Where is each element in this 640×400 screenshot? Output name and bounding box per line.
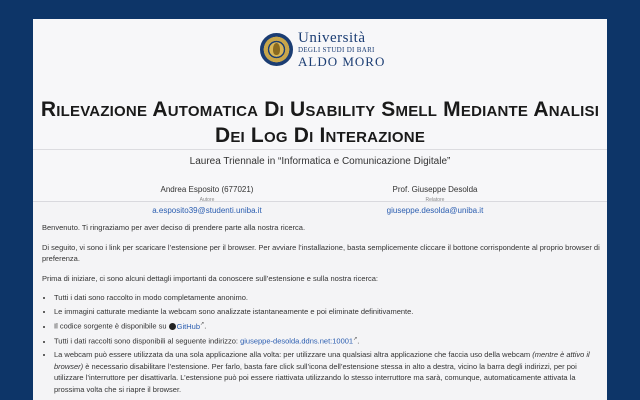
details-list	[54, 292, 602, 395]
list-item-text: Il codice sorgente è disponibile su	[54, 321, 169, 331]
list-item-text: La webcam può essere utilizzata da una sola applicazione alla volta: per utilizzare una qualsiasi altra applicazione che faccia uso della webcam	[54, 350, 533, 359]
list-item: • Le immagini catturate mediante la webcam sono analizzate istantaneamente e poi eliminate definitivamente.	[54, 306, 602, 318]
github-link-label: GitHub	[176, 321, 200, 331]
logo-line1: Università	[298, 30, 366, 46]
data-server-link[interactable]: giuseppe-desolda.ddns.net:10001	[240, 336, 354, 346]
logo-line3: ALDO MORO	[298, 54, 386, 69]
github-icon	[169, 323, 176, 330]
page-title: Rilevazione Automatica Di Usability Smell Mediante Analisi Dei Log Di Interazione	[40, 98, 600, 147]
university-seal-icon	[260, 33, 293, 66]
github-link[interactable]	[169, 322, 200, 331]
main-content	[42, 222, 602, 397]
author-block	[107, 185, 307, 215]
list-item-text: Tutti i dati raccolti sono disponibili al seguente indirizzo:	[54, 336, 241, 346]
intro-text: Prima di iniziare, ci sono alcuni dettagli importanti da conoscere sull’estensione e sulla nostra ricerca:	[42, 273, 378, 283]
header	[33, 19, 607, 215]
logo-text	[298, 31, 385, 68]
advisor-role: Relatore	[425, 197, 445, 203]
download-text: Di seguito, vi sono i link per scaricare l’estensione per il browser. Per avviare l’installazione, basta semplicemente cliccare il bottone corrispondente al proprio browser di preferenza.	[42, 242, 600, 263]
advisor-block	[335, 185, 535, 215]
author-role: Autore	[199, 197, 215, 203]
university-logo	[260, 31, 385, 68]
advisor-name: Prof. Giuseppe Desolda	[392, 185, 478, 194]
author-name: Andrea Esposito (677021)	[160, 185, 254, 194]
author-email-link[interactable]: a.esposito39@studenti.uniba.it	[152, 206, 262, 215]
welcome-text: Benvenuto. Ti ringraziamo per aver deciso di prendere parte alla nostra ricerca.	[42, 223, 306, 232]
list-item-text: è necessario disabilitare l’estensione. Per farlo, basta fare click sull’icona dell’estensione stessa in alto a destra, vicino la barra degli indirizzi, per poi utilizzare l’interruttore per disattivarla. L’estensione può poi essere riattivata utilizzando lo stesso interruttore ma sarà, comunque, automaticamente attivata la prossima volta che si riapre il browser.	[54, 361, 577, 394]
page	[33, 19, 607, 400]
list-item-emphasis: (mentre è attivo il browser)	[54, 350, 590, 371]
list-item: • Il codice sorgente è disponibile su GitHub↗.	[54, 319, 602, 332]
divider	[33, 149, 607, 150]
external-link-icon: ↗	[200, 321, 205, 327]
logo-line2: DEGLI STUDI DI BARI	[298, 46, 375, 54]
list-item: • Tutti i dati sono raccolto in modo completamente anonimo.	[54, 292, 602, 304]
list-item	[54, 349, 602, 395]
advisor-email-link[interactable]: giuseppe.desolda@uniba.it	[386, 206, 484, 215]
degree-subtitle: Laurea Triennale in “Informatica e Comunicazione Digitale”	[189, 156, 451, 167]
list-item: • Tutti i dati raccolti sono disponibili al seguente indirizzo: giuseppe-desolda.ddns.net:10001↗.	[54, 334, 602, 347]
external-link-icon: ↗	[353, 336, 358, 342]
